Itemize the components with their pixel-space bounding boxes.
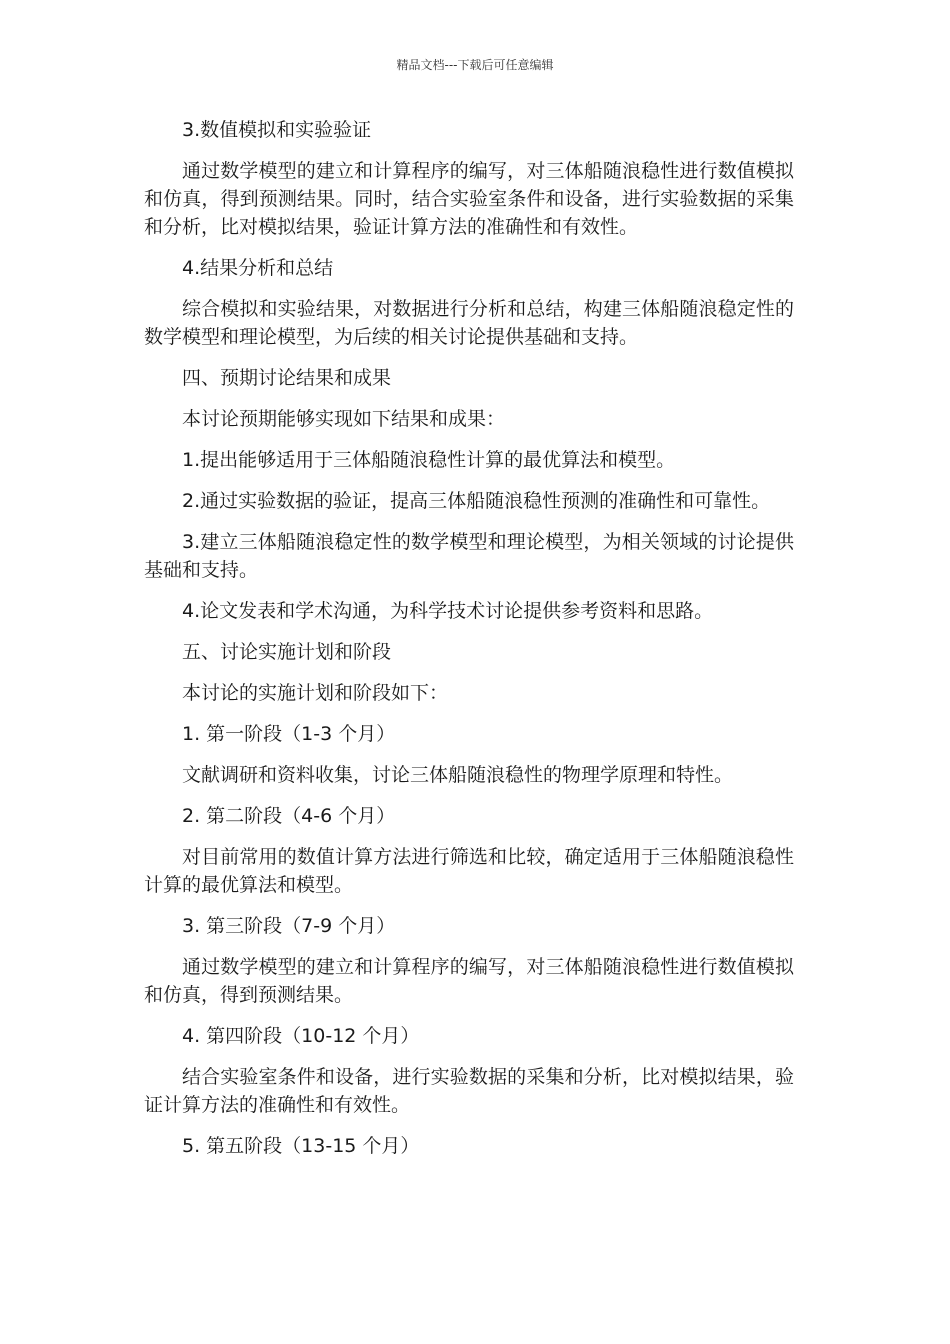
paragraph-simulation-validation: 通过数学模型的建立和计算程序的编写，对三体船随浪稳性进行数值模拟和仿真，得到预测结果。同时，结合实验室条件和设备，进行实验数据的采集和分析，比对模拟结果，验证计算方法的准确性和有效性。 — [144, 160, 794, 238]
section-heading-implementation-plan: 五、讨论实施计划和阶段 — [182, 641, 392, 663]
stage-description-3: 通过数学模型的建立和计算程序的编写，对三体船随浪稳性进行数值模拟和仿真，得到预测结果。 — [144, 956, 794, 1006]
section-heading-expected-results: 四、预期讨论结果和成果 — [182, 367, 392, 389]
stage-description-2: 对目前常用的数值计算方法进行筛选和比较，确定适用于三体船随浪稳性计算的最优算法和模型。 — [144, 846, 794, 896]
stage-description-1: 文献调研和资料收集，讨论三体船随浪稳性的物理学原理和特性。 — [182, 764, 734, 786]
list-item-expected-4: 4.论文发表和学术沟通，为科学技术讨论提供参考资料和思路。 — [182, 600, 714, 622]
list-item-expected-3: 3.建立三体船随浪稳定性的数学模型和理论模型，为相关领域的讨论提供基础和支持。 — [144, 531, 794, 581]
list-item-expected-2: 2.通过实验数据的验证，提高三体船随浪稳性预测的准确性和可靠性。 — [182, 490, 771, 512]
list-item-expected-1: 1.提出能够适用于三体船随浪稳性计算的最优算法和模型。 — [182, 449, 676, 471]
stage-heading-1: 1. 第一阶段（1-3 个月） — [182, 723, 396, 745]
section-heading-numerical-simulation: 3.数值模拟和实验验证 — [182, 119, 372, 141]
section-heading-result-analysis: 4.结果分析和总结 — [182, 257, 334, 279]
document-body — [144, 116, 794, 1173]
page-header: 精品文档---下载后可任意编辑 — [396, 58, 554, 72]
paragraph-plan-intro: 本讨论的实施计划和阶段如下： — [182, 682, 449, 704]
stage-heading-4: 4. 第四阶段（10-12 个月） — [182, 1025, 420, 1047]
paragraph-expected-intro: 本讨论预期能够实现如下结果和成果： — [182, 408, 506, 430]
stage-description-4: 结合实验室条件和设备，进行实验数据的采集和分析，比对模拟结果，验证计算方法的准确性和有效性。 — [144, 1066, 794, 1116]
paragraph-result-analysis: 综合模拟和实验结果，对数据进行分析和总结，构建三体船随浪稳定性的数学模型和理论模型，为后续的相关讨论提供基础和支持。 — [144, 298, 794, 348]
stage-heading-2: 2. 第二阶段（4-6 个月） — [182, 805, 396, 827]
stage-heading-3: 3. 第三阶段（7-9 个月） — [182, 915, 396, 937]
stage-heading-5: 5. 第五阶段（13-15 个月） — [182, 1135, 420, 1157]
